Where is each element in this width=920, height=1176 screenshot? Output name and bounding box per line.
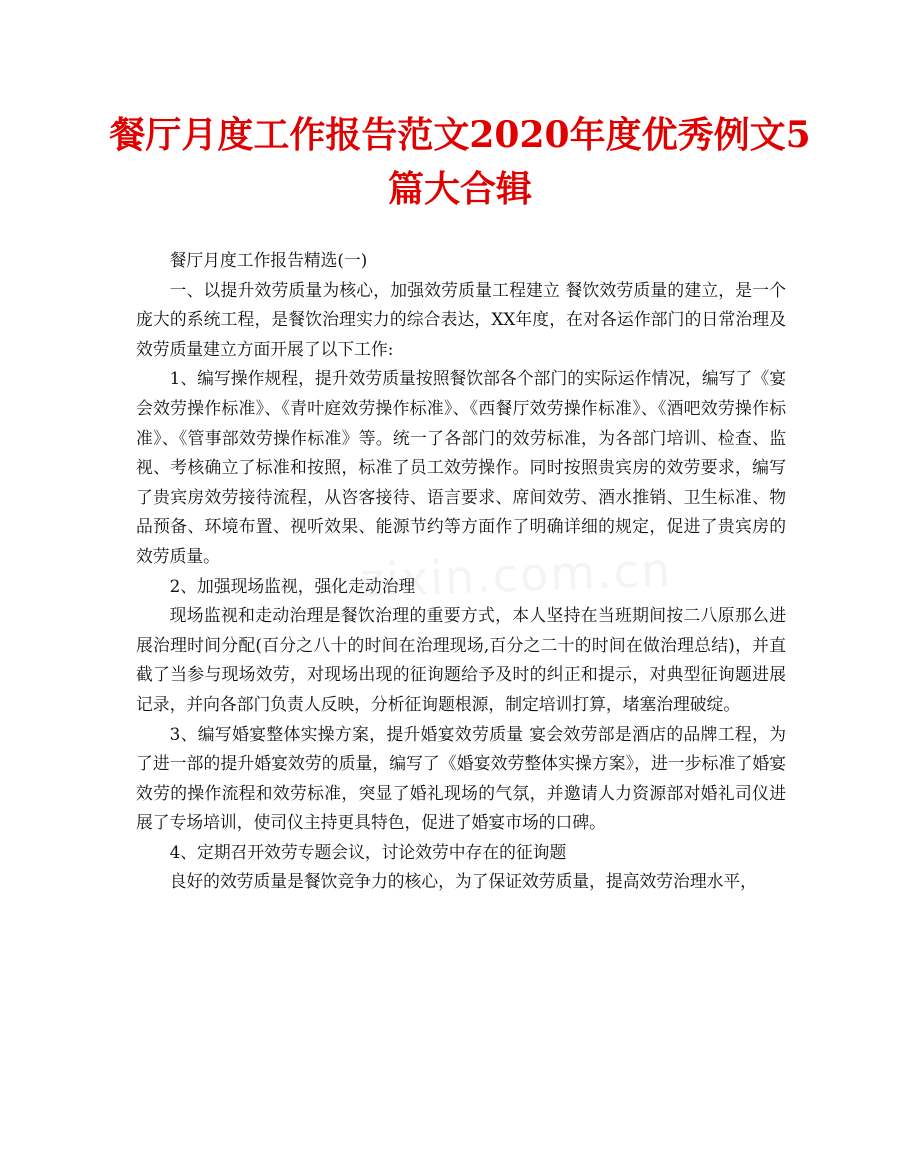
watermark: zixin.com.cn <box>359 542 673 608</box>
paragraph-item-4-heading: 4、定期召开效劳专题会议，讨论效劳中存在的征询题 <box>169 841 567 862</box>
paragraph-item-2-heading: 2、加强现场监视，强化走动治理 <box>169 575 416 596</box>
paragraph-item-1: 1、编写操作规程，提升效劳质量按照餐饮部各个部门的实际运作情况，编写了《宴会效劳操作标准》、《青叶庭效劳操作标准》、《西餐厅效劳操作标准》、《酒吧效劳操作标准》、《管事部效劳操作标准》等。统一了各部门的效劳标准，为各部门培训、检查、监视、考核确立了标准和按照，标准了员工效劳操作。同时按照贵宾房的效劳要求，编写了贵宾房效劳接待流程，从咨客接待、语言要求、席间效劳、酒水推销、卫生标准、物品预备、环境布置、视听效果、能源节约等方面作了明确详细的规定，促进了贵宾房的效劳质量。 <box>136 368 786 566</box>
paragraph-heading-1: 餐厅月度工作报告精选(一) <box>169 250 368 270</box>
paragraph-item-3: 3、编写婚宴整体实操方案，提升婚宴效劳质量 宴会效劳部是酒店的品牌工程，为了进一部的提升婚宴效劳的质量，编写了《婚宴效劳整体实操方案》，进一步标准了婚宴效劳的操作流程和效劳标准，突显了婚礼现场的气氛，并邀请人力资源部对婚礼司仪进展了专场培训，使司仪主持更具特色，促进了婚宴市场的口碑。 <box>136 723 786 833</box>
paragraph-item-4-body: 良好的效劳质量是餐饮竞争力的核心，为了保证效劳质量，提高效劳治理水平， <box>169 871 757 892</box>
document-body <box>136 246 786 897</box>
paragraph-section-1: 一、以提升效劳质量为核心，加强效劳质量工程建立 餐饮效劳质量的建立，是一个庞大的系统工程，是餐饮治理实力的综合表达，XX年度，在对各运作部门的日常治理及效劳质量建立方面开展了以下工作: <box>136 279 786 359</box>
document-title: 餐厅月度工作报告范文2020年度优秀例文5篇大合辑 <box>109 114 811 210</box>
paragraph-item-2-body: 现场监视和走动治理是餐饮治理的重要方式，本人坚持在当班期间按二八原那么进展治理时间分配(百分之八十的时间在治理现场,百分之二十的时间在做治理总结)，并直截了当参与现场效劳，对现场出现的征询题给予及时的纠正和提示，对典型征询题进展记录，并向各部门负责人反映，分析征询题根源，制定培训打算，堵塞治理破绽。 <box>136 605 786 714</box>
